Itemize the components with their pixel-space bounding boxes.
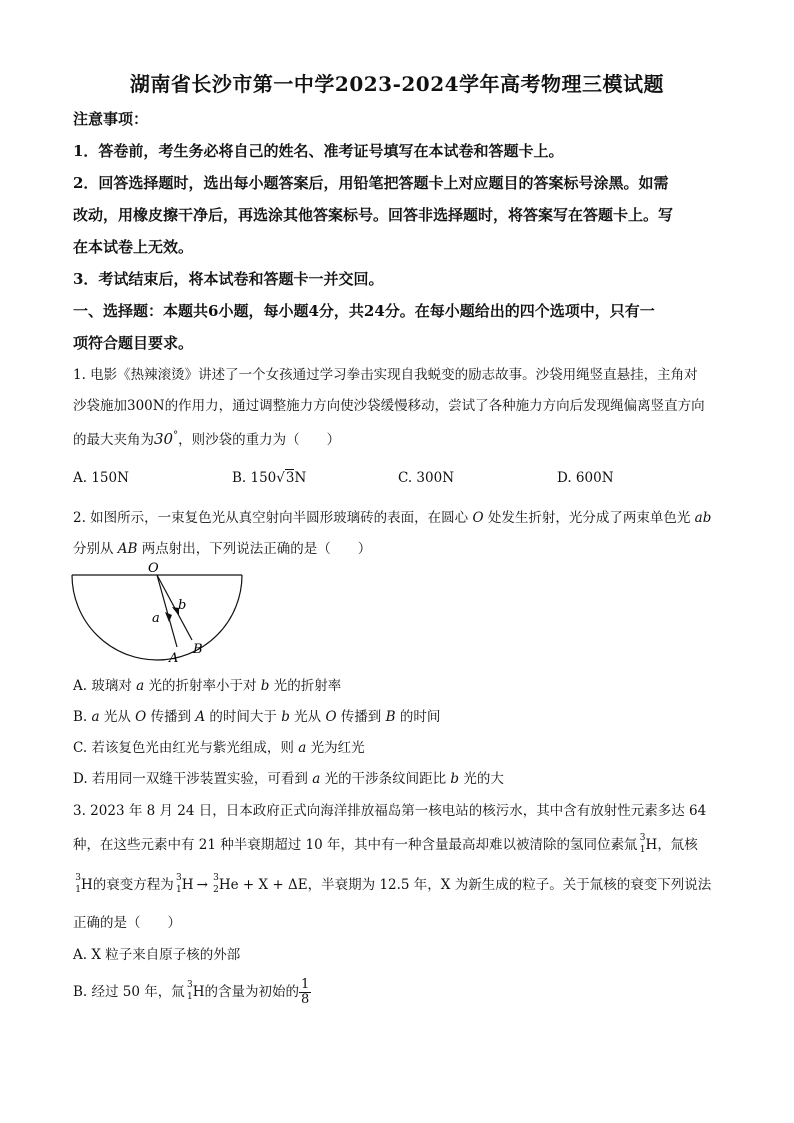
- tritium-mass-4: 3: [187, 980, 193, 990]
- q2-ob-b: b: [281, 709, 290, 725]
- q2-line-2-pre: 分别从: [73, 541, 118, 557]
- note-1: 1．答卷前，考生务必将自己的姓名、准考证号填写在本试卷和答题卡上。: [73, 142, 564, 160]
- q2-oa-3: 光的折射率: [269, 678, 342, 694]
- tritium-nuclide-2: [73, 873, 81, 895]
- q2-line-1: [73, 506, 733, 526]
- q2-option-a: [73, 674, 733, 694]
- q2-line-2-post: 两点射出，下列说法正确的是（ ）: [137, 541, 372, 557]
- q3-line-4: 正确的是（ ）: [73, 915, 181, 931]
- q2-ob-o: O: [135, 709, 147, 725]
- q2-option-b: [73, 705, 733, 725]
- q2-ob-a: a: [91, 709, 100, 725]
- q3-line-2: [73, 833, 733, 853]
- fraction-numerator: 1: [301, 977, 310, 992]
- fig-label-b: b: [178, 598, 187, 613]
- semicircle-glass-figure: [68, 560, 244, 670]
- q2-ob-7: 的时间: [395, 709, 441, 725]
- tritium-symbol-2: H: [81, 877, 93, 893]
- q2-ob-1: B.: [73, 709, 92, 725]
- tritium-nuclide: [638, 833, 646, 855]
- tritium-charge-3: 1: [176, 885, 182, 895]
- q2-ob-pa: A: [195, 709, 206, 725]
- helium-mass: 3: [213, 873, 219, 883]
- q1-option-b-pre: B. 150: [232, 470, 277, 486]
- fig-label-a: a: [152, 611, 160, 626]
- helium-charge: 2: [213, 885, 219, 895]
- q1-line-3-pre: 的最大夹角为: [73, 432, 154, 448]
- q3-l3-mid: 的衰变方程为: [92, 877, 174, 893]
- tritium-nuclide-4: [185, 980, 193, 1002]
- q2-od-a: a: [312, 771, 321, 787]
- q2-line-1-post: 处发生折射，光分成了两束单色光: [483, 510, 695, 526]
- q2-oa-b: b: [260, 678, 270, 694]
- q1-degree: °: [173, 430, 179, 441]
- tritium-symbol-4: H: [192, 984, 205, 1000]
- tritium-mass-3: 3: [176, 873, 182, 883]
- q2-ob-o2: O: [325, 709, 337, 725]
- fig-label-point-b: B: [193, 642, 203, 657]
- q2-oa-a: a: [136, 678, 145, 694]
- note-2-line-3: 在本试卷上无效。: [73, 238, 194, 256]
- ray-a-arrow: [165, 612, 172, 622]
- q3-ob-mid: 的含量为初始的: [204, 984, 300, 1000]
- q1-line-3-post: ，则沙袋的重力为（ ）: [178, 432, 341, 448]
- q2-oc-2: 光为红光: [306, 740, 365, 756]
- q2-line-2: [73, 537, 733, 557]
- page-title: 湖南省长沙市第一中学2023-2024学年高考物理三模试题: [129, 72, 665, 96]
- q3-ob-pre: B. 经过 50 年，氚: [73, 984, 185, 1000]
- q3-l3-post: ，半衰期为 12.5 年，X 为新生成的粒子。关于氚核的衰变下列说法: [307, 877, 712, 893]
- note-2-line-2: 改动，用橡皮擦干净后，再选涂其他答案标号。回答非选择题时，将答案写在答题卡上。写: [73, 206, 674, 224]
- q1-option-b-radicand: 3: [285, 470, 295, 486]
- q3-l2-post: ，氚核: [657, 837, 698, 853]
- q1-angle: 30: [154, 430, 174, 448]
- q2-od-1: D. 若用同一双缝干涉装置实验，可看到: [73, 771, 313, 787]
- helium-symbol: He: [218, 877, 239, 893]
- tritium-charge: 1: [639, 845, 646, 855]
- tritium-nuclide-3: [174, 873, 182, 895]
- q2-oc-a: a: [298, 740, 307, 756]
- q2-ob-5: 光从: [289, 709, 326, 725]
- q3-option-b: [73, 978, 733, 1007]
- q1-option-d: D. 600N: [557, 470, 614, 486]
- fig-label-o: O: [148, 561, 159, 576]
- q2-ob-3: 传播到: [146, 709, 196, 725]
- ray-a-line: [157, 575, 177, 647]
- decay-arrow: →: [196, 877, 208, 893]
- q2-od-3: 光的大: [459, 771, 504, 787]
- q1-option-b: [232, 470, 306, 486]
- fraction-one-eighth: [299, 978, 311, 1007]
- q2-od-2: 光的干涉条纹间距比: [320, 771, 451, 787]
- section-heading-line-2: 项符合题目要求。: [73, 334, 194, 352]
- q1-line-2: 沙袋施加300N的作用力，通过调整施力方向使沙袋缓慢移动，尝试了各种施力方向后发现绳偏离竖直方向: [73, 398, 705, 414]
- q2-ob-pb: B: [385, 709, 396, 725]
- q1-line-3: [73, 428, 733, 448]
- tritium-symbol: H: [645, 837, 658, 853]
- note-2-line-1: 2．回答选择题时，选出每小题答案后，用铅笔把答题卡上对应题目的答案标号涂黑。如需: [73, 174, 669, 192]
- q2-oc-1: C. 若该复色光由红光与紫光组成，则: [73, 740, 299, 756]
- q2-option-d: [73, 767, 733, 787]
- q1-option-c: C. 300N: [398, 470, 455, 486]
- tritium-mass-2: 3: [75, 873, 81, 883]
- sqrt-symbol: √3: [276, 470, 295, 486]
- q3-l2-pre: 种，在这些元素中有 21 种半衰期超过 10 年，其中有一种含量最高却难以被清除的氢同位素氚: [73, 837, 638, 853]
- q2-oa-2: 光的折射率小于对: [144, 678, 261, 694]
- q2-ob-4: 的时间大于: [205, 709, 282, 725]
- decay-eq-rest: + X + ΔE: [238, 877, 308, 893]
- tritium-symbol-3: H: [181, 877, 194, 893]
- note-3: 3．考试结束后，将本试卷和答题卡一并交回。: [73, 270, 384, 288]
- q2-oa-1: A. 玻璃对: [73, 678, 137, 694]
- q2-var-ab: ab: [694, 510, 712, 526]
- q1-line-1: 1. 电影《热辣滚烫》讲述了一个女孩通过学习拳击实现自我蜕变的励志故事。沙袋用绳竖直悬挂，主角对: [73, 367, 698, 383]
- helium-nuclide: [211, 873, 219, 895]
- tritium-charge-2: 1: [75, 885, 81, 895]
- fig-label-point-a: A: [169, 651, 179, 666]
- fraction-denominator: 8: [301, 992, 310, 1007]
- q3-line-1: 3. 2023 年 8 月 24 日，日本政府正式向海洋排放福岛第一核电站的核污水，其中含有放射性元素多达 64: [73, 803, 707, 819]
- q2-line-1-pre: 2. 如图所示，一束复色光从真空射向半圆形玻璃砖的表面，在圆心: [73, 510, 473, 526]
- q2-ob-2: 光从: [99, 709, 136, 725]
- q2-od-b: b: [450, 771, 460, 787]
- q2-var-ab-points: AB: [117, 541, 138, 557]
- q1-option-b-post: N: [294, 470, 307, 486]
- tritium-mass: 3: [639, 833, 646, 843]
- tritium-charge-4: 1: [187, 992, 193, 1002]
- q2-option-c: [73, 736, 733, 756]
- q2-var-o: O: [472, 510, 484, 526]
- section-heading-line-1: 一、选择题：本题共6小题，每小题4分，共24分。在每小题给出的四个选项中，只有一: [73, 302, 655, 320]
- notes-heading: 注意事项：: [73, 110, 149, 128]
- q3-option-a: A. X 粒子来自原子核的外部: [73, 947, 241, 963]
- q3-line-3: [73, 873, 733, 893]
- q2-ob-6: 传播到: [336, 709, 386, 725]
- q1-option-a: A. 150N: [73, 470, 129, 486]
